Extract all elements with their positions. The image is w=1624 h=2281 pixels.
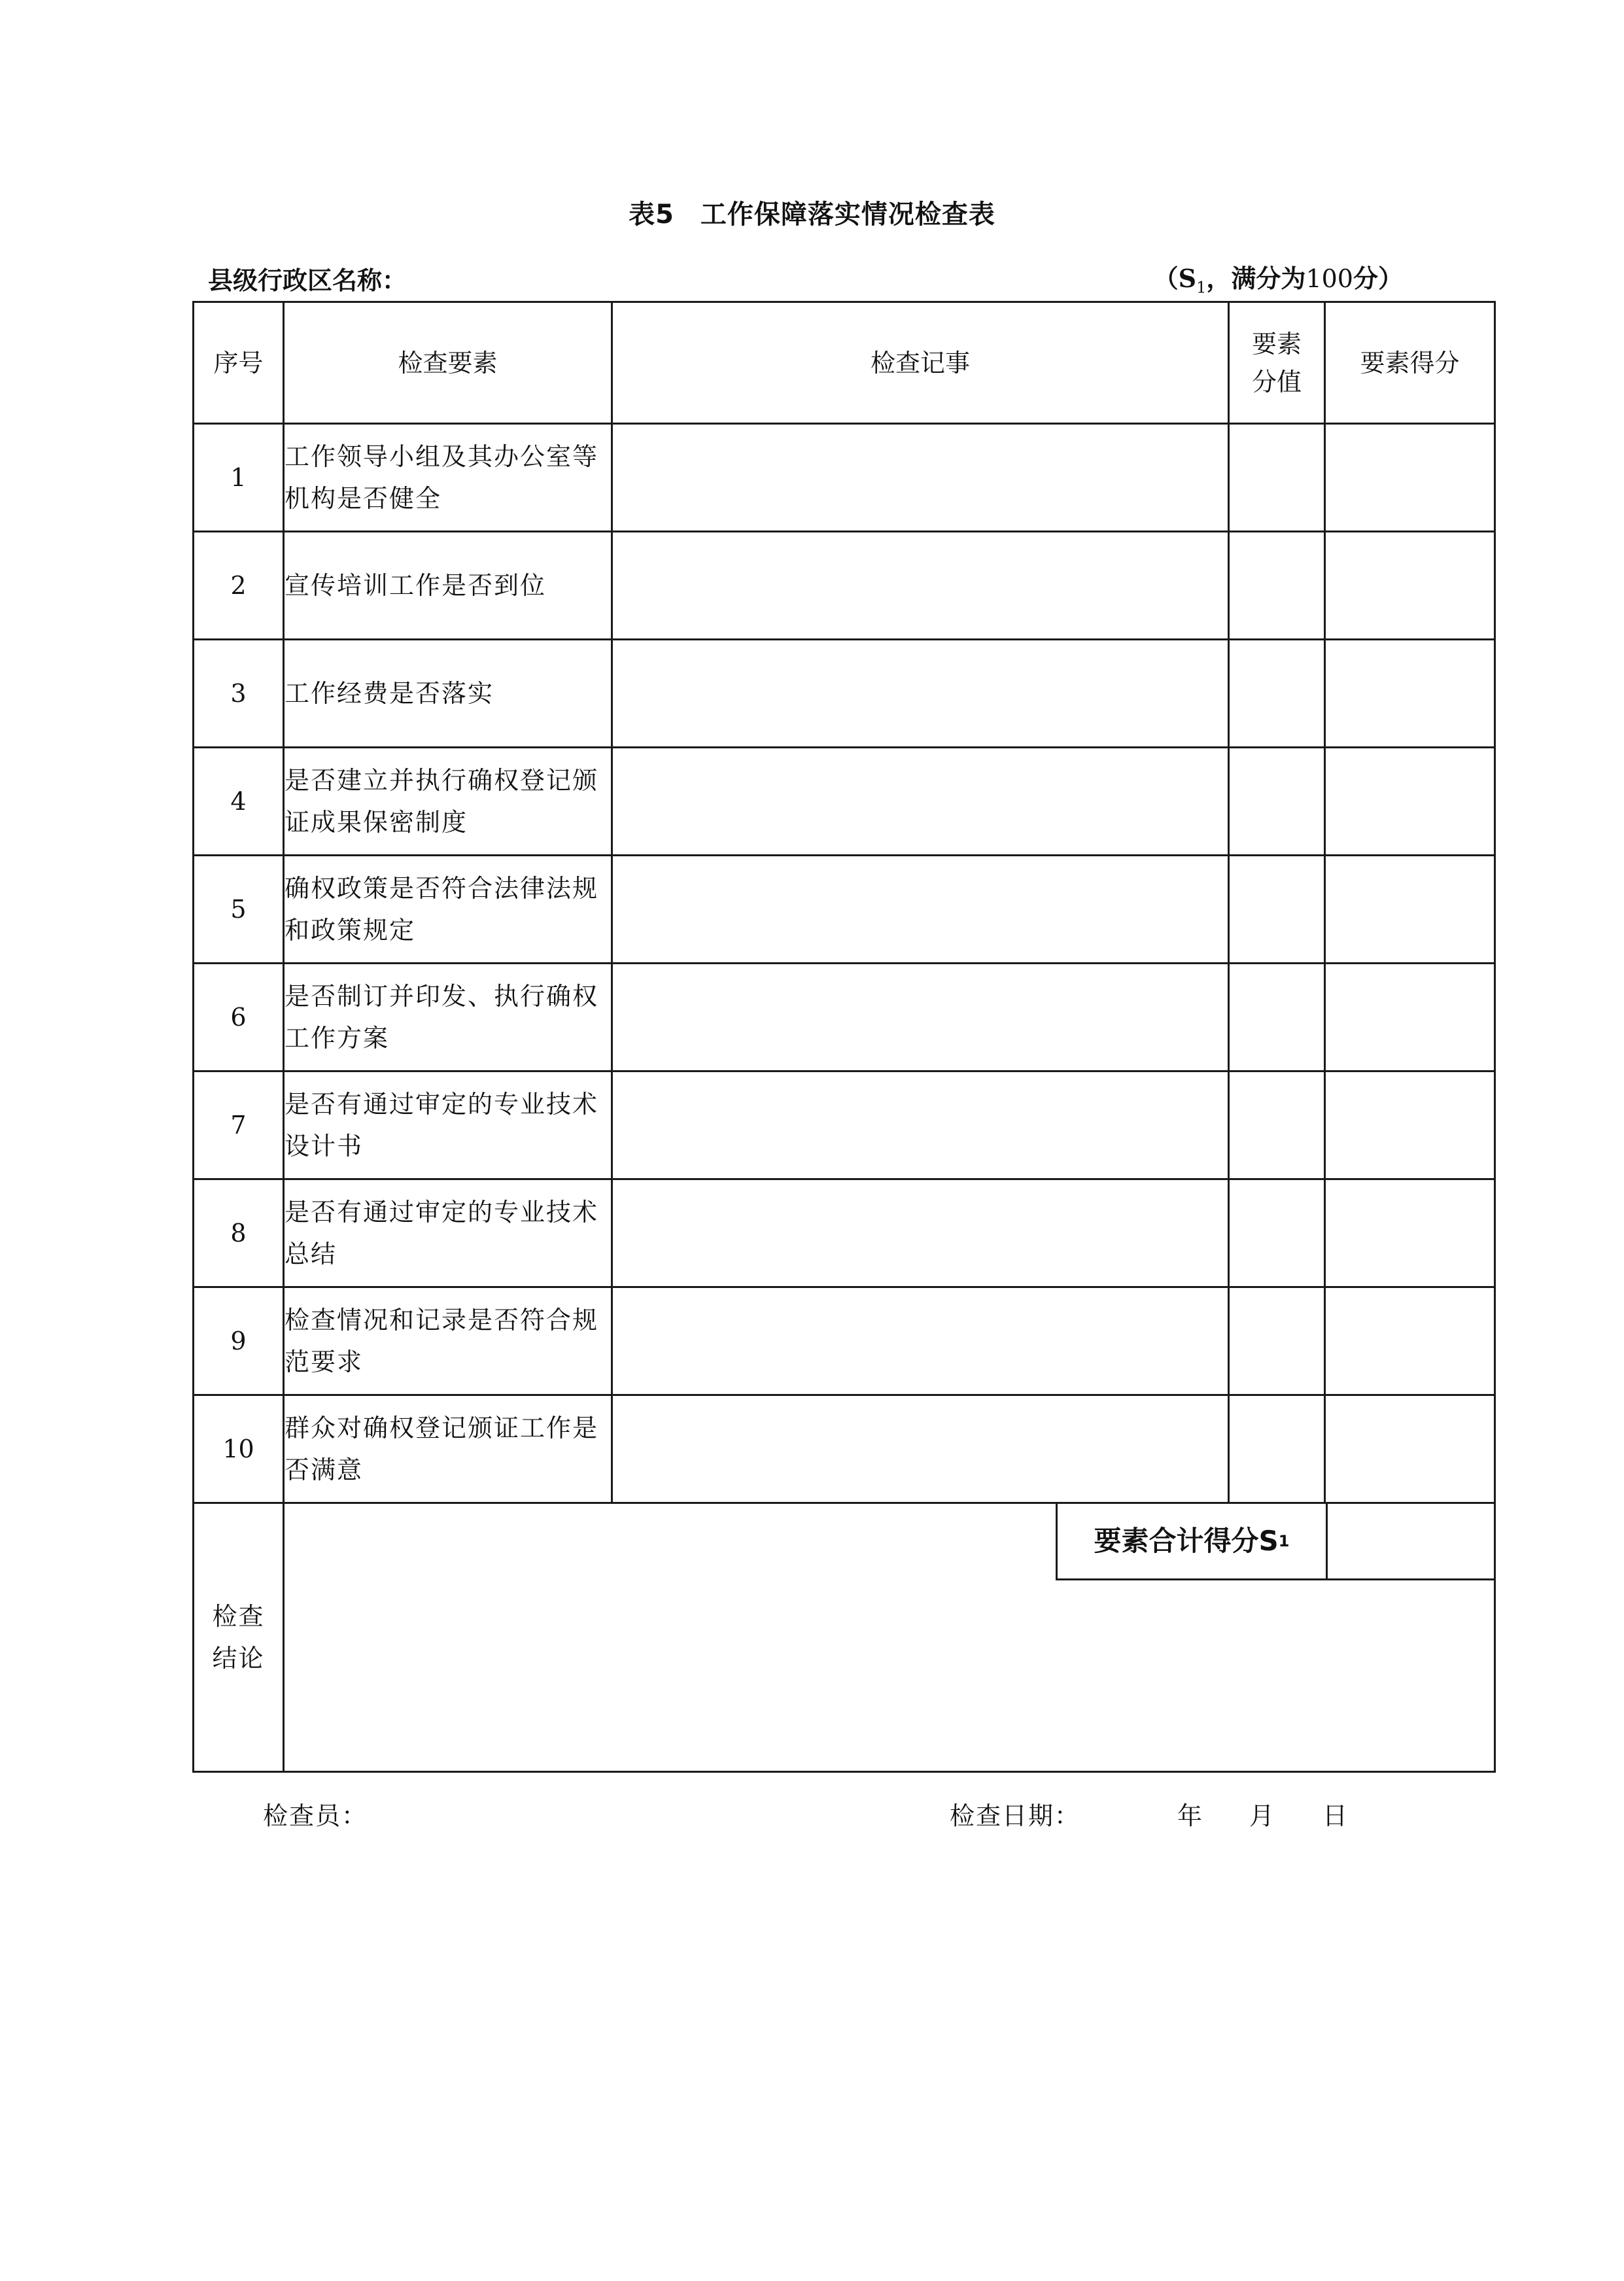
table-row xyxy=(194,748,1495,856)
header-value xyxy=(1229,302,1325,424)
table-row xyxy=(194,1395,1495,1503)
row-record-cell[interactable] xyxy=(612,1179,1229,1287)
table-row xyxy=(194,964,1495,1071)
table-row xyxy=(194,424,1495,532)
row-element: 是否有通过审定的专业技术设计书 xyxy=(284,1071,612,1179)
row-score-cell[interactable] xyxy=(1325,1395,1495,1503)
conclusion-label xyxy=(194,1503,284,1772)
row-element: 工作经费是否落实 xyxy=(284,640,612,748)
inspector-label: 检查员： xyxy=(263,1802,368,1830)
row-record-cell[interactable] xyxy=(612,532,1229,640)
row-record-cell[interactable] xyxy=(612,748,1229,856)
row-value-cell[interactable] xyxy=(1229,964,1325,1071)
row-number: 6 xyxy=(194,964,284,1071)
row-score-cell[interactable] xyxy=(1325,640,1495,748)
row-value-cell[interactable] xyxy=(1229,748,1325,856)
row-number: 4 xyxy=(194,748,284,856)
score-note-subscript: 1 xyxy=(1196,278,1207,297)
header-value-line2: 分值 xyxy=(1251,367,1302,396)
row-score-cell[interactable] xyxy=(1325,532,1495,640)
row-record-cell[interactable] xyxy=(612,424,1229,532)
row-value-cell[interactable] xyxy=(1229,1071,1325,1179)
row-number: 9 xyxy=(194,1287,284,1395)
row-score-cell[interactable] xyxy=(1325,748,1495,856)
row-element: 宣传培训工作是否到位 xyxy=(284,532,612,640)
county-name-label: 县级行政区名称： xyxy=(208,266,407,295)
date-month-label: 月 xyxy=(1249,1802,1276,1830)
row-score-cell[interactable] xyxy=(1325,1287,1495,1395)
row-value-cell[interactable] xyxy=(1229,1179,1325,1287)
table-row xyxy=(194,1179,1495,1287)
row-element: 群众对确权登记颁证工作是否满意 xyxy=(284,1395,612,1503)
row-value-cell[interactable] xyxy=(1229,1287,1325,1395)
row-value-cell[interactable] xyxy=(1229,1395,1325,1503)
row-number: 10 xyxy=(194,1395,284,1503)
table-row xyxy=(194,1287,1495,1395)
row-value-cell[interactable] xyxy=(1229,424,1325,532)
header-value-line1: 要素 xyxy=(1251,329,1302,358)
total-score-box xyxy=(1056,1502,1496,1580)
row-value-cell[interactable] xyxy=(1229,532,1325,640)
row-score-cell[interactable] xyxy=(1325,1179,1495,1287)
total-score-label xyxy=(1058,1504,1328,1578)
row-record-cell[interactable] xyxy=(612,640,1229,748)
row-record-cell[interactable] xyxy=(612,856,1229,964)
total-score-value[interactable] xyxy=(1328,1504,1496,1578)
total-score-label-text: 要素合计得分S xyxy=(1094,1525,1279,1557)
conclusion-row xyxy=(194,1503,1495,1772)
conclusion-label-line2: 结论 xyxy=(212,1644,265,1673)
row-element: 检查情况和记录是否符合规范要求 xyxy=(284,1287,612,1395)
row-number: 5 xyxy=(194,856,284,964)
header-score: 要素得分 xyxy=(1325,302,1495,424)
table-number: 表5 xyxy=(629,200,674,230)
page-title xyxy=(0,194,1624,231)
date-year-label: 年 xyxy=(1177,1802,1204,1830)
row-value-cell[interactable] xyxy=(1229,640,1325,748)
row-number: 7 xyxy=(194,1071,284,1179)
score-note-text: 满分为 xyxy=(1231,264,1306,293)
header-element: 检查要素 xyxy=(284,302,612,424)
row-value-cell[interactable] xyxy=(1229,856,1325,964)
row-number: 8 xyxy=(194,1179,284,1287)
row-record-cell[interactable] xyxy=(612,1395,1229,1503)
score-note-open: （S xyxy=(1153,264,1197,293)
row-score-cell[interactable] xyxy=(1325,964,1495,1071)
table-row xyxy=(194,856,1495,964)
table-row xyxy=(194,640,1495,748)
inspection-table xyxy=(192,301,1496,1773)
header-record: 检查记事 xyxy=(612,302,1229,424)
score-note-unit: 分 xyxy=(1353,264,1378,293)
header-no: 序号 xyxy=(194,302,284,424)
row-element: 工作领导小组及其办公室等机构是否健全 xyxy=(284,424,612,532)
row-score-cell[interactable] xyxy=(1325,856,1495,964)
row-record-cell[interactable] xyxy=(612,1071,1229,1179)
table-name: 工作保障落实情况检查表 xyxy=(700,200,995,230)
date-day-label: 日 xyxy=(1322,1802,1349,1830)
total-score-label-subscript: 1 xyxy=(1278,1532,1290,1550)
row-score-cell[interactable] xyxy=(1325,1071,1495,1179)
score-note-close: ） xyxy=(1377,264,1403,293)
table-row xyxy=(194,532,1495,640)
row-number: 3 xyxy=(194,640,284,748)
row-element: 是否有通过审定的专业技术总结 xyxy=(284,1179,612,1287)
score-note xyxy=(1154,258,1403,297)
row-score-cell[interactable] xyxy=(1325,424,1495,532)
table-row xyxy=(194,1071,1495,1179)
row-element: 确权政策是否符合法律法规和政策规定 xyxy=(284,856,612,964)
row-element: 是否建立并执行确权登记颁证成果保密制度 xyxy=(284,748,612,856)
row-element: 是否制订并印发、执行确权工作方案 xyxy=(284,964,612,1071)
inspection-date-label: 检查日期： xyxy=(950,1802,1081,1830)
row-number: 1 xyxy=(194,424,284,532)
score-note-number: 100 xyxy=(1305,264,1353,293)
conclusion-label-line1: 检查 xyxy=(212,1602,265,1631)
row-record-cell[interactable] xyxy=(612,1287,1229,1395)
score-note-comma: ， xyxy=(1206,264,1232,293)
row-record-cell[interactable] xyxy=(612,964,1229,1071)
conclusion-area[interactable] xyxy=(284,1503,1495,1772)
header-row xyxy=(194,302,1495,424)
row-number: 2 xyxy=(194,532,284,640)
